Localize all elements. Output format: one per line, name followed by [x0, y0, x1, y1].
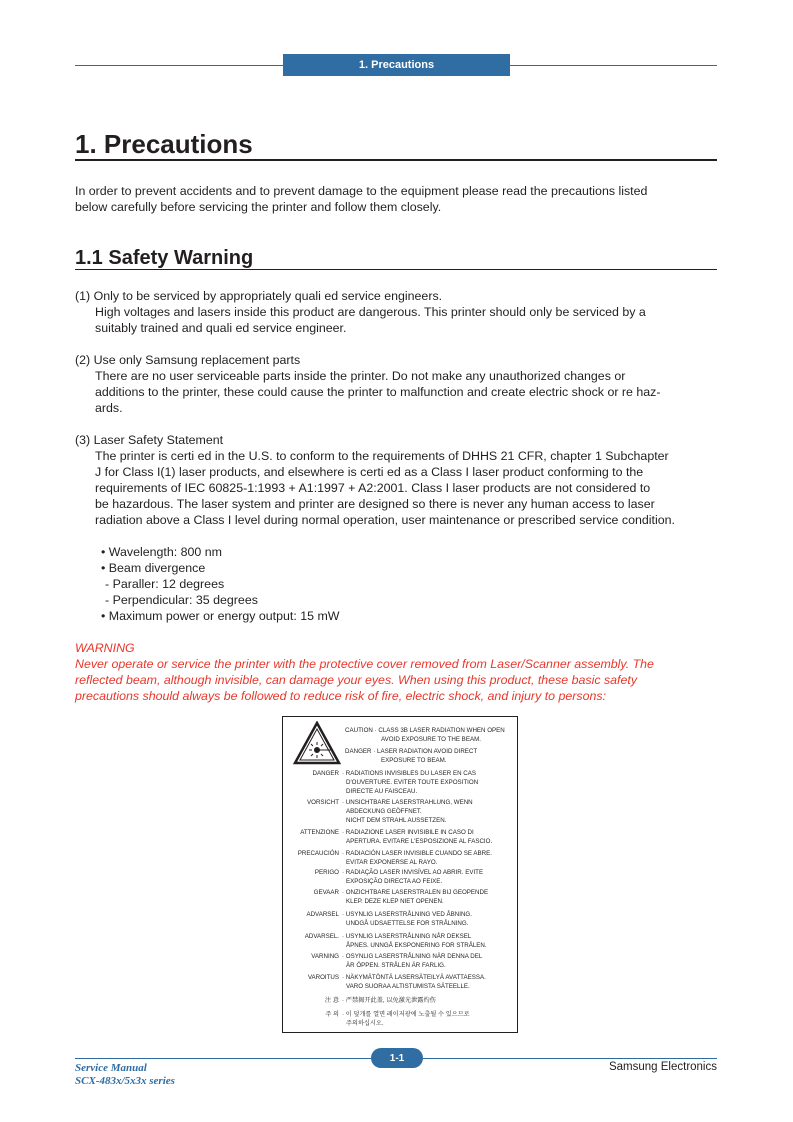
label-row-line: · NÄKYMÄTÖNTÄ LASERSÄTEILYÄ AVATTAESSA. — [342, 974, 486, 981]
spec-wavelength: • Wavelength: 800 nm — [101, 545, 222, 559]
spec-max-power: • Maximum power or energy output: 15 mW — [101, 609, 340, 623]
intro-line-1: In order to prevent accidents and to prevent damage to the equipment please read the precautions listed — [75, 184, 648, 198]
spec-paraller: - Paraller: 12 degrees — [105, 577, 225, 591]
label-row-line: ABDECKUNG GEÖFFNET. — [346, 808, 422, 815]
label-row-line: DIRECTE AU FAISCEAU. — [346, 788, 418, 795]
item2-line: additions to the printer, these could cause the printer to malfunction and create electric shock or re haz- — [95, 385, 661, 399]
label-row-line: VARO SUORAA ALTISTUMISTA SÄTEELLE. — [346, 983, 470, 990]
label-row-line: · USYNLIG LASERSTRÅLNING VED ÅBNING. — [342, 911, 472, 918]
label-row-line: · USYNLIG LASERSTRÅLNING NÅR DEKSEL — [342, 933, 472, 940]
label-row-line: EXPOSIÇÃO DIRECTA AO FEIXE. — [346, 878, 443, 885]
page-number: 1-1 — [371, 1048, 423, 1068]
footer-model-series: SCX-483x/5x3x series — [75, 1075, 175, 1087]
warning-label: WARNING — [75, 641, 135, 655]
item1-line: High voltages and lasers inside this product are dangerous. This printer should only be serviced by a — [95, 305, 646, 319]
intro-line-2: below carefully before servicing the printer and follow them closely. — [75, 200, 442, 214]
label-key: VAROITUS — [307, 974, 339, 981]
warning-line: precautions should always be followed to reduce risk of fire, electric shock, and injury to persons: — [75, 689, 607, 703]
label-key: DANGER — [312, 770, 339, 777]
footer-rule-right — [423, 1058, 717, 1059]
label-key: CAUTION — [345, 727, 373, 734]
label-row-line: · 严禁揭开此盖, 以免激光泄露灼伤 — [342, 997, 436, 1004]
label-row-line: ÄR ÖPPEN. STRÅLEN ÄR FARLIG. — [346, 962, 446, 969]
label-row-line: · RADIAZIONE LASER INVISIBILE IN CASO DI — [342, 829, 474, 836]
label-row-line: · 이 덮개를 열면 레이저광에 노출될 수 있으므로 — [342, 1011, 470, 1018]
section-title: 1.1 Safety Warning — [75, 247, 717, 270]
item3-line: radiation above a Class I level during normal operation, user maintenance or prescribed service condition. — [95, 513, 675, 527]
item2-heading: (2) Use only Samsung replacement parts — [75, 353, 301, 367]
footer-company: Samsung Electronics — [608, 1061, 717, 1073]
footer-rule-left — [75, 1058, 371, 1059]
label-row-line: EVITAR EXPONERSE AL RAYO. — [346, 859, 438, 866]
footer-manual — [75, 1062, 175, 1088]
label-row-line: · UNSICHTBARE LASERSTRAHLUNG, WENN — [342, 799, 473, 806]
label-key: 注 意 — [324, 997, 339, 1004]
item2-line: There are no user serviceable parts inside the printer. Do not make any unauthorized changes or — [95, 369, 626, 383]
label-key: PRECAUCIÓN — [297, 850, 339, 857]
label-row-line: · RADIAÇÃO LASER INVISÍVEL AO ABRIR. EVITE — [342, 869, 484, 876]
item3-line: J for Class I(1) laser products, and elsewhere is certi ed as a Class I laser product conforming to the — [95, 465, 644, 479]
label-row-line: ÅPNES. UNNGÅ EKSPONERING FOR STRÅLEN. — [346, 942, 487, 949]
spec-perpendicular: - Perpendicular: 35 degrees — [105, 593, 258, 607]
label-row-line: NICHT DEM STRAHL AUSSETZEN. — [346, 817, 447, 824]
item3-line: requirements of IEC 60825-1:1993 + A1:1997 + A2:2001. Class I laser products are not considered to — [95, 481, 651, 495]
laser-hazard-icon — [293, 721, 341, 765]
label-row-line: · OSYNLIG LASERSTRÅLNING NÄR DENNA DEL — [342, 953, 483, 960]
label-text: · LASER RADIATION AVOID DIRECT — [373, 748, 478, 755]
label-key: 주 의 — [325, 1011, 339, 1018]
label-text: AVOID EXPOSURE TO THE BEAM. — [381, 736, 481, 743]
label-key: ATTENZIONE — [300, 829, 339, 836]
label-text: EXPOSURE TO BEAM. — [381, 757, 447, 764]
item1-heading: (1) Only to be serviced by appropriately quali ed service engineers. — [75, 289, 443, 303]
page-title: 1. Precautions — [75, 130, 717, 161]
label-text: · CLASS 3B LASER RADIATION WHEN OPEN — [374, 727, 505, 734]
label-row-line: APERTURA. EVITARE L'ESPOSIZIONE AL FASCIO. — [346, 838, 493, 845]
spec-beam-divergence: • Beam divergence — [101, 561, 206, 575]
label-caution-row — [345, 726, 505, 735]
laser-warning-label — [282, 716, 518, 1033]
item3-line: The printer is certi ed in the U.S. to conform to the requirements of DHHS 21 CFR, chapter 1 Subchapter — [95, 449, 669, 463]
label-key: DANGER — [345, 748, 372, 755]
label-key: VORSICHT — [307, 799, 339, 806]
label-key: ADVARSEL. — [304, 933, 339, 940]
label-row-line: · ONZICHTBARE LASERSTRALEN BIJ GEOPENDE — [342, 889, 489, 896]
item2-line: ards. — [95, 401, 123, 415]
warning-line: Never operate or service the printer with the protective cover removed from Laser/Scanner assembly. The — [75, 657, 654, 671]
label-key: GEVAAR — [313, 889, 339, 896]
label-key: PERIGO — [314, 869, 339, 876]
item3-heading: (3) Laser Safety Statement — [75, 433, 224, 447]
header-section-tab: 1. Precautions — [283, 54, 510, 76]
item1-line: suitably trained and quali ed service engineer. — [95, 321, 347, 335]
label-key: ADVARSEL — [306, 911, 339, 918]
label-danger-row — [345, 747, 477, 756]
label-row-line: D'OUVERTURE. EVITER TOUTE EXPOSITION — [346, 779, 479, 786]
item3-line: be hazardous. The laser system and printer are designed so there is never any human access to laser — [95, 497, 655, 511]
label-row-line: · RADIATIONS INVISIBLES DU LASER EN CAS — [342, 770, 476, 777]
footer-manual-title: Service Manual — [75, 1062, 147, 1074]
label-key: VARNING — [311, 953, 339, 960]
label-row-line: · RADIACIÓN LASER INVISIBLE CUANDO SE ABRE. — [342, 850, 492, 857]
label-row-line: UNDGÅ UDSAETTELSE FOR STRÅLNING. — [346, 920, 469, 927]
label-row-line: 주의하십시오. — [346, 1020, 384, 1027]
label-row-line: KLEP. DEZE KLEP NIET OPENEN. — [346, 898, 444, 905]
warning-line: reflected beam, although invisible, can damage your eyes. When using this product, these basic safety — [75, 673, 638, 687]
